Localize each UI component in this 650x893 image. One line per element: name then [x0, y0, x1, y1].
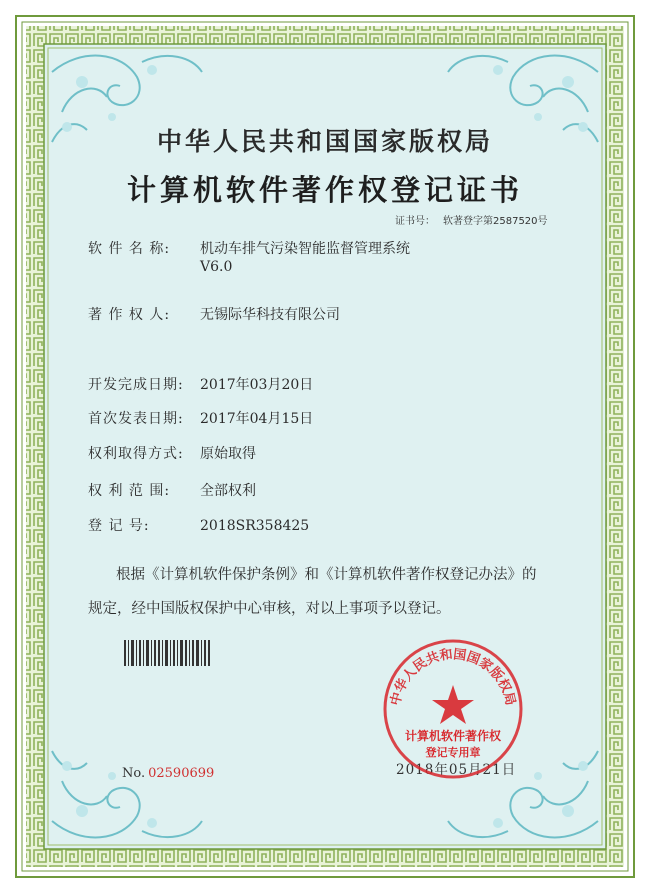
field-value: 全部权利	[200, 483, 256, 499]
seal-center-line2: 登记专用章	[425, 746, 481, 759]
field-label: 开发完成日期:	[88, 377, 184, 393]
field-label: 著 作 权 人:	[88, 307, 171, 323]
legal-statement	[88, 558, 568, 626]
seal-star-icon	[432, 685, 474, 724]
serial-label: No.	[122, 766, 146, 781]
field-value: 无锡际华科技有限公司	[200, 307, 340, 323]
serial-value: 02590699	[148, 766, 215, 781]
field-label: 权 利 范 围:	[88, 483, 171, 499]
official-seal	[381, 637, 525, 781]
field-value: 2017年03月20日	[200, 377, 314, 393]
field-value: 2018SR358425	[200, 518, 310, 534]
field-copyright-owner	[88, 304, 340, 324]
field-label: 首次发表日期:	[88, 411, 184, 427]
certificate-number-label: 证书号：	[395, 216, 435, 227]
field-label: 软 件 名 称:	[88, 241, 171, 257]
corner-ornament	[42, 731, 215, 851]
field-value: 机动车排气污染智能监督管理系统	[200, 241, 410, 257]
certificate-number	[395, 212, 556, 227]
field-registration-number	[88, 515, 309, 535]
statement-line: 规定，经中国版权保护中心审核，对以上事项予以登记。	[88, 601, 451, 617]
field-label: 登 记 号:	[88, 518, 150, 534]
seal-ring-text: 中华人民共和国国家版权局	[388, 647, 518, 708]
issuing-authority: 中华人民共和国国家版权局	[156, 127, 493, 156]
statement-line: 根据《计算机软件保护条例》和《计算机软件著作权登记办法》的	[116, 567, 537, 583]
field-label: 权利取得方式:	[88, 446, 184, 462]
field-publication-date	[88, 408, 313, 428]
certificate-number-value: 软著登字第2587520号	[443, 216, 548, 227]
field-value: 2017年04月15日	[200, 411, 314, 427]
field-value-version: V6.0	[200, 259, 233, 275]
serial-number	[122, 766, 214, 781]
field-software-name	[88, 238, 410, 275]
seal-center-line1: 计算机软件著作权	[404, 729, 502, 743]
issue-date: 2018年05月21日	[396, 762, 517, 778]
field-value: 原始取得	[200, 446, 256, 462]
field-completion-date	[88, 374, 313, 394]
field-acquisition-method	[88, 443, 256, 463]
certificate-title: 计算机软件著作权登记证书	[126, 173, 523, 207]
barcode	[124, 640, 210, 666]
field-rights-scope	[88, 480, 256, 500]
